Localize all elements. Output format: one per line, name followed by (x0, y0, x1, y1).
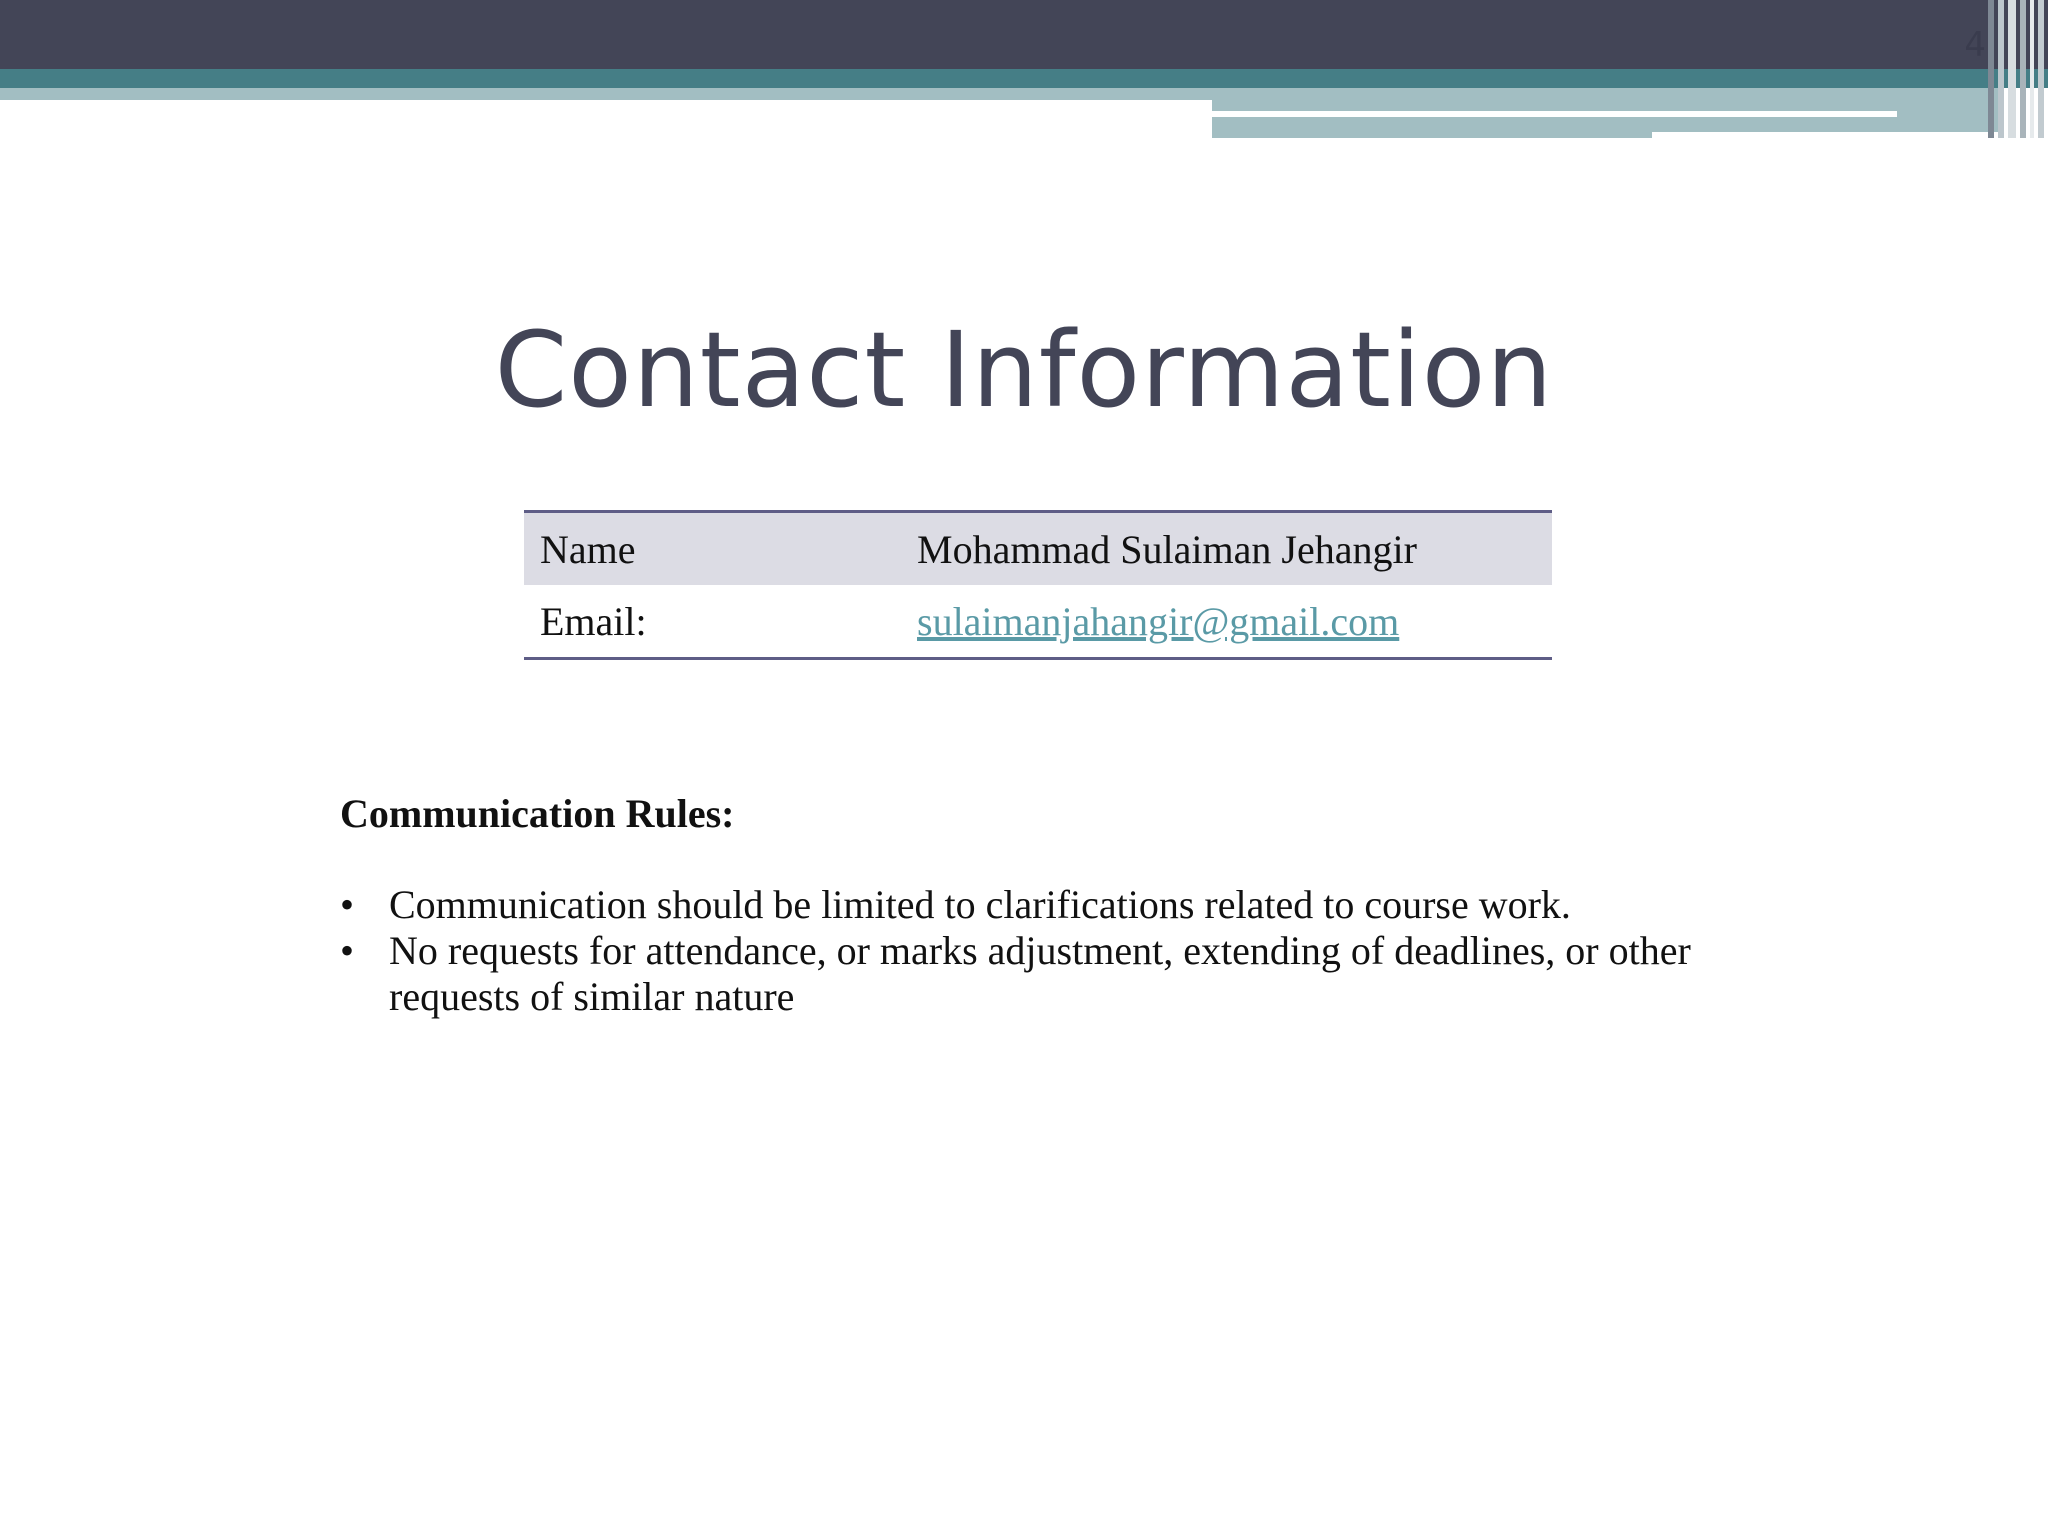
header-band-dark (0, 0, 2048, 69)
email-value (901, 585, 1552, 659)
bullet-icon: • (340, 928, 355, 973)
decorative-stripe (2008, 0, 2016, 138)
email-label: Email: (540, 598, 647, 644)
table-row (524, 585, 1552, 659)
contact-table (524, 510, 1552, 660)
email-link[interactable]: sulaimanjahangir@gmail.com (917, 598, 1400, 644)
decorative-stripe (2030, 0, 2034, 138)
header-white-line (1212, 111, 1897, 117)
bullet-icon: • (340, 882, 355, 927)
table-row (524, 512, 1552, 586)
list-item (340, 928, 1740, 1020)
header-band-teal (0, 69, 2048, 88)
rule-text: Communication should be limited to clarifications related to course work. (389, 882, 1571, 927)
name-label: Name (524, 512, 901, 586)
name-value: Mohammad Sulaiman Jehangir (901, 512, 1552, 586)
list-item (340, 882, 1740, 928)
header-band-light-left (0, 88, 1212, 100)
rules-list (340, 882, 1740, 1020)
decorative-stripe (1988, 0, 1994, 138)
decorative-stripe (1998, 0, 2004, 138)
slide-title: Contact Information (494, 309, 1554, 431)
rules-heading: Communication Rules: (340, 791, 735, 836)
decorative-stripe (2020, 0, 2026, 138)
rule-text: No requests for attendance, or marks adjustment, extending of deadlines, or other requests of similar nature (389, 928, 1691, 1019)
decorative-stripe (2038, 0, 2044, 138)
header-white-notch (1652, 132, 2002, 140)
slide-number: 4 (1964, 25, 1986, 65)
